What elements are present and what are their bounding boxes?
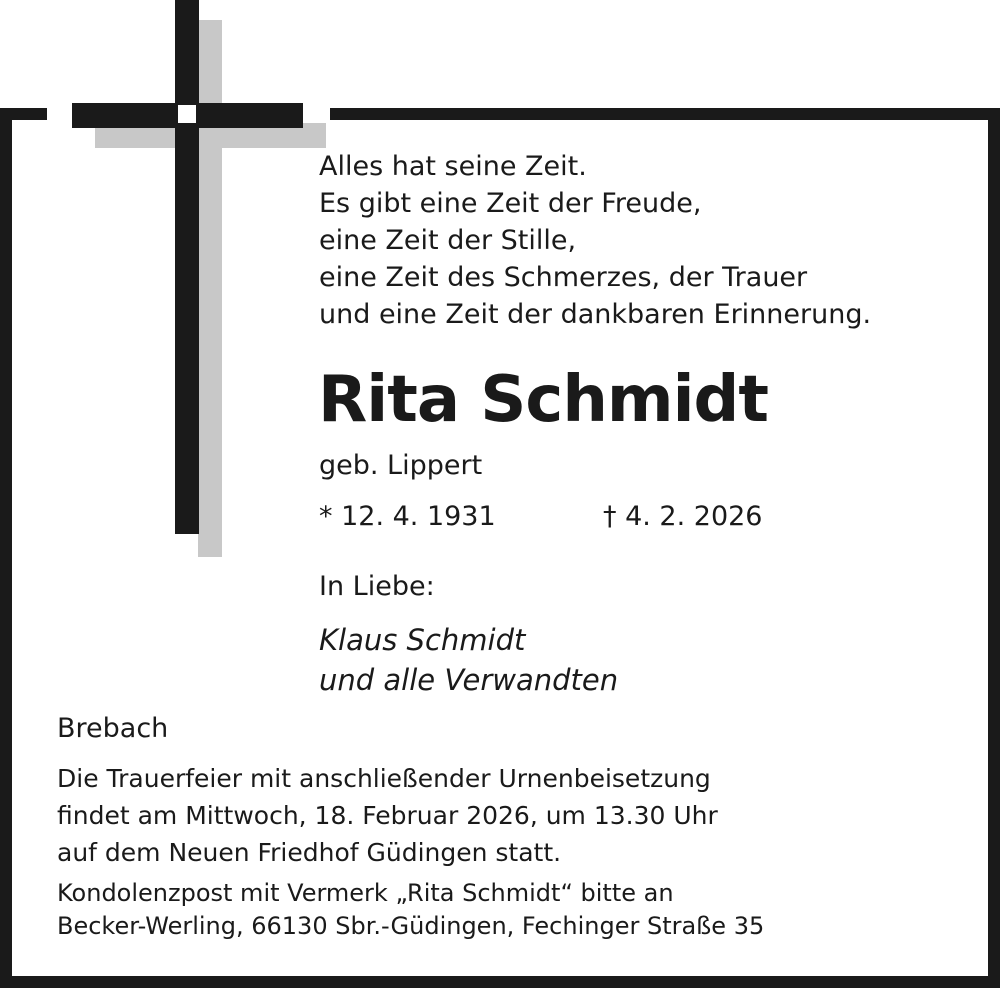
service-line: auf dem Neuen Friedhof Güdingen statt. (57, 838, 562, 867)
mourners-list (319, 620, 618, 700)
frame-left (0, 108, 12, 988)
condolence-line: Becker-Werling, 66130 Sbr.-Güdingen, Fechinger Straße 35 (57, 912, 765, 940)
mourner-name: und alle Verwandten (319, 663, 619, 697)
life-dates (319, 498, 763, 536)
poem-line: Es gibt eine Zeit der Freude, (319, 188, 702, 219)
birth-date: * 12. 4. 1931 (319, 501, 496, 532)
maiden-name: geb. Lippert (319, 450, 483, 481)
frame-bottom (0, 976, 1000, 988)
mourners-label: In Liebe: (319, 571, 435, 602)
death-date: † 4. 2. 2026 (603, 501, 763, 532)
cross-shadow-vertical (198, 20, 222, 557)
service-info (57, 760, 718, 871)
service-line: findet am Mittwoch, 18. Februar 2026, um 13.30 Uhr (57, 801, 718, 830)
poem-line: Alles hat seine Zeit. (319, 151, 587, 182)
condolence-info (57, 877, 764, 943)
poem-line: eine Zeit des Schmerzes, der Trauer (319, 262, 808, 293)
place-name: Brebach (57, 713, 169, 744)
service-line: Die Trauerfeier mit anschließender Urnenbeisetzung (57, 764, 711, 793)
cross-bar-vertical (175, 0, 199, 534)
poem-line: und eine Zeit der dankbaren Erinnerung. (319, 299, 872, 330)
deceased-name: Rita Schmidt (318, 363, 768, 437)
cross-center-highlight (178, 105, 196, 123)
poem (319, 148, 871, 333)
frame-right (988, 108, 1000, 988)
frame-top-right (330, 108, 1000, 120)
condolence-line: Kondolenzpost mit Vermerk „Rita Schmidt“ bitte an (57, 879, 674, 907)
mourner-name: Klaus Schmidt (319, 623, 526, 657)
poem-line: eine Zeit der Stille, (319, 225, 577, 256)
